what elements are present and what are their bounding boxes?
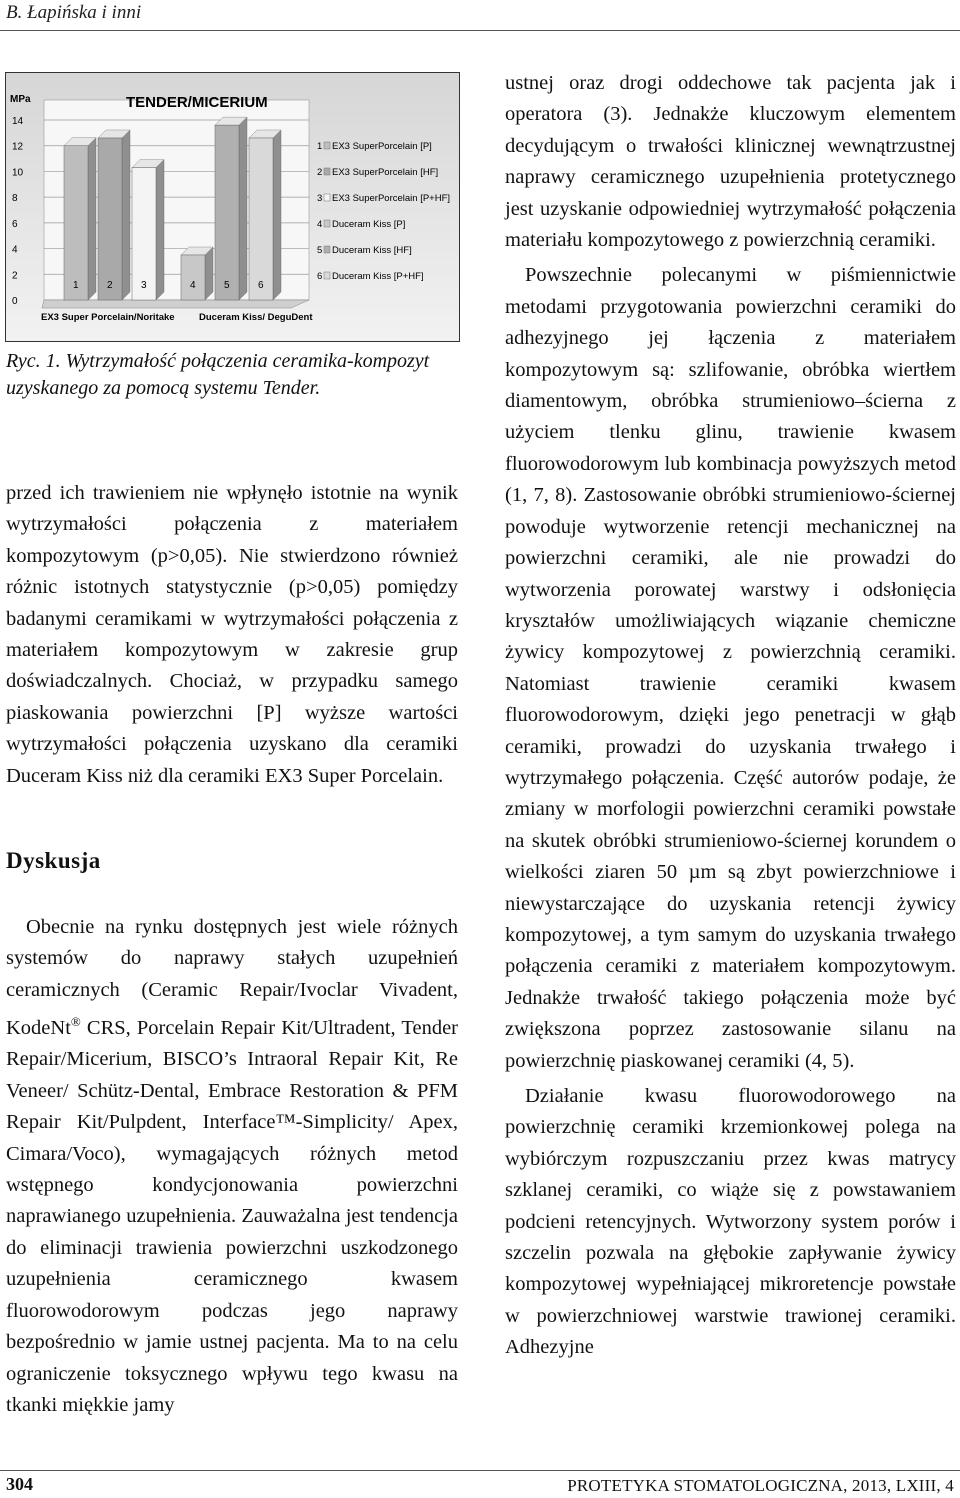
legend-swatch xyxy=(324,194,330,201)
y-tick-label: 14 xyxy=(12,116,24,127)
legend-label: Duceram Kiss [P+HF] xyxy=(332,271,424,282)
section-heading-dyskusja: Dyskusja xyxy=(6,848,101,873)
right-column xyxy=(505,68,956,1364)
legend-swatch xyxy=(324,220,330,227)
bar-1 xyxy=(64,146,88,300)
chart-floor xyxy=(42,300,309,308)
legend-number: 4 xyxy=(317,219,323,230)
category-label: 2 xyxy=(107,280,113,291)
category-label: 3 xyxy=(141,280,147,291)
legend-swatch xyxy=(324,246,330,253)
category-label: 1 xyxy=(73,280,79,291)
bar-side xyxy=(88,138,96,300)
legend-label: Duceram Kiss [P] xyxy=(332,219,406,230)
category-label: 5 xyxy=(224,280,230,291)
legend-label: EX3 SuperPorcelain [P] xyxy=(332,141,432,152)
legend-number: 5 xyxy=(317,245,323,256)
paragraph-text-b: CRS, Porcelain Repair Kit/Ultradent, Tender Repair/Micerium, BISCO’s Intraoral Repair Kit, Re Veneer/ Schütz-Dental, Embrace Restoration & PFM Repair Kit/Pulpdent, Interface™-Simplicity/ Apex, Cimara/Voco), wymagających różnych metod wstępnego kondycjonowania powierzchni naprawianego uzupełnienia. Zauważalna jest tendencja do eliminacji trawienia powierzchni uszkodzonego uzupełnienia ceramicznego kwasem fluorowodorowym podczas jego naprawy bezpośrednio w jamie ustnej pacjenta. Ma to na celu ograniczenie toksycznego wpływu tego kwasu na tkanki miękkie jamy xyxy=(6,1017,458,1416)
header-rule xyxy=(0,30,960,31)
y-tick-label: 8 xyxy=(12,193,18,205)
bar-5 xyxy=(215,125,239,300)
chart-title: TENDER/MICERIUM xyxy=(126,94,268,111)
y-tick-label: 2 xyxy=(12,270,18,282)
paragraph xyxy=(6,912,458,1421)
registered-mark: ® xyxy=(70,1014,81,1030)
running-head: B. Łapińska i inni xyxy=(6,2,142,23)
paragraph: ustnej oraz drogi oddechowe tak pacjenta jak i operatora (3). Jednakże kluczowym elementem decydującym o trwałości klinicznej wewnątrzustnej naprawy ceramicznego uzupełnienia protetycznego jest uzyskanie odpowiedniej wytrzymałość połączenia materiału kompozytowego z powierzchnią ceramiki. xyxy=(505,72,956,252)
bar-4 xyxy=(181,255,205,300)
paragraph: Działanie kwasu fluorowodorowego na powierzchnię ceramiki krzemionkowej polega na wybiórczym rozpuszczaniu przez kwas matrycy szklanej ceramiki, co wiąże się z powstawaniem podcieni retencyjnych. Wytworzony system porów i szczelin pozwala na głębokie zapływanie żywicy kompozytowej wypełniającej mikroretencje powstałe w powierzchniowej warstwie trawionej ceramiki. Adhezyjne xyxy=(505,1085,956,1359)
paragraph: przed ich trawieniem nie wpłynęło istotnie na wynik wytrzymałości połączenia z materiałem kompozytowym (p>0,05). Nie stwierdzono również różnic istotnych statystycznie (p>0,05) pomiędzy badanymi ceramikami w wytrzymałości połączenia z materiałem kompozytowym w zakresie grup doświadczalnych. Chociaż, w przypadku samego piaskowania powierzchni [P] wyższe wartości wytrzymałości połączenia uzyskano dla ceramiki Duceram Kiss niż dla ceramiki EX3 Super Porcelain. xyxy=(6,482,458,787)
paragraph-text-a: Obecnie na rynku dostępnych jest wiele różnych systemów do naprawy stałych uzupełnień ceramicznych (Ceramic Repair/Ivoclar Vivadent, KodeNt xyxy=(6,916,458,1040)
y-tick-label: 12 xyxy=(12,141,24,153)
bar-side xyxy=(273,130,281,300)
bar-side xyxy=(205,247,213,300)
legend-number: 2 xyxy=(317,167,323,178)
legend-label: EX3 SuperPorcelain [P+HF] xyxy=(332,193,451,204)
left-column-paragraph-2 xyxy=(6,912,458,1421)
page-number: 304 xyxy=(6,1474,33,1494)
left-column-paragraph-1 xyxy=(6,478,458,792)
legend-swatch xyxy=(324,168,330,175)
category-label: 4 xyxy=(190,280,196,291)
bar-side xyxy=(156,160,164,300)
group-label-duceram: Duceram Kiss/ DeguDent xyxy=(199,312,313,323)
y-tick-label: 4 xyxy=(12,244,18,256)
legend-number: 3 xyxy=(317,193,323,204)
bar-chart xyxy=(6,73,459,341)
y-tick-label: 10 xyxy=(12,167,24,179)
category-label: 6 xyxy=(258,280,264,291)
paragraph: Powszechnie polecanymi w piśmiennictwie metodami przygotowania powierzchni ceramiki do adhezyjnego jej łączenia z materiałem kompozytowym są: szlifowanie, obróbka wiertłem diamentowym, obróbka strumieniowo–ścierna z użyciem tlenku glinu, trawienie kwasem fluorowodorowym lub kombinacja powyższych metod (1, 7, 8). Zastosowanie obróbki strumieniowo-ściernej powoduje wytworzenie retencji mechanicznej na powierzchni ceramiki, ale nie prowadzi do wytworzenia porowatej warstwy i odsłonięcia kryształów umożliwiających wiązanie chemiczne żywicy kompozytowej z powierzchnią ceramiki. Natomiast trawienie ceramiki kwasem fluorowodorowym, dzięki jego penetracji w głąb ceramiki, prowadzi do uzyskania trwałego i wytrzymałego połączenia. Część autorów podaje, że zmiany w morfologii powierzchni ceramiki powstałe na skutek obróbki strumieniowo-ściernej korundem o wielkości ziaren 50 µm są zbyt powierzchniowe i niewystarczające do uzyskania retencji żywicy kompozytowej, a tym samym do uzyskania trwałego połączenia ceramiki z materiałem kompozytowym. Jednakże trwałość takiego połączenia może być zwiększona poprzez zastosowanie silanu na powierzchnię piaskowanej ceramiki (4, 5). xyxy=(505,264,956,1072)
group-label-ex3: EX3 Super Porcelain/Noritake xyxy=(41,312,175,323)
legend-number: 1 xyxy=(317,141,323,152)
figure-chart xyxy=(5,72,460,342)
footer-rule xyxy=(0,1470,960,1471)
bar-side xyxy=(122,130,130,300)
legend-swatch xyxy=(324,142,330,149)
y-tick-label: 6 xyxy=(12,218,18,230)
bar-side xyxy=(239,117,247,300)
bar-2 xyxy=(98,138,122,300)
legend-label: Duceram Kiss [HF] xyxy=(332,245,412,256)
legend-swatch xyxy=(324,272,330,279)
figure-caption: Ryc. 1. Wytrzymałość połączenia ceramika-kompozyt uzyskanego za pomocą systemu Tender. xyxy=(6,350,430,399)
journal-name: PROTETYKA STOMATOLOGICZNA, 2013, LXIII, 4 xyxy=(567,1476,954,1495)
y-tick-label: 0 xyxy=(12,296,18,307)
legend-number: 6 xyxy=(317,271,323,282)
bar-6 xyxy=(249,138,273,300)
y-axis-label: MPa xyxy=(10,94,31,105)
legend-label: EX3 SuperPorcelain [HF] xyxy=(332,167,439,178)
